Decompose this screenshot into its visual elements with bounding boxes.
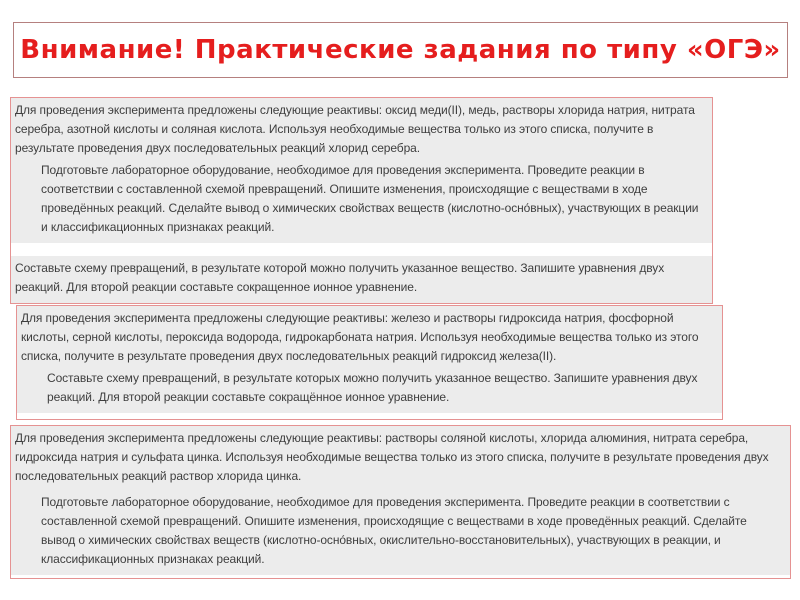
task-1-instructions-text: Подготовьте лабораторное оборудование, необходимое для проведения эксперимента. Проведите реакции в соответствии с составленной схемой превращений. Опишите изменения, происходящие с веществами в ходе проведённых реакций. Сделайте вывод о химических свойствах веществ (кислотно-осно́вных), участвующих в реакции и классификационных признаках реакций. — [41, 163, 699, 234]
task-block-3 — [10, 425, 791, 579]
task-2-scheme-text: Составьте схему превращений, в результате которых можно получить указанное вещество. Запишите уравнения двух реакций. Для второй реакции составьте сокращённое ионное уравнение. — [47, 371, 698, 404]
task-1-scheme-text: Составьте схему превращений, в результате которой можно получить указанное вещество. Запишите уравнения двух реакций. Для второй реакции составьте сокращенное ионное уравнение. — [15, 261, 665, 294]
task-1-scheme-section — [11, 256, 712, 303]
task-2-reagents-text: Для проведения эксперимента предложены следующие реактивы: железо и растворы гидроксида натрия, фосфорной кислоты, серной кислоты, пероксида водорода, гидрокарбоната натрия. Используя необходимые вещества только из этого списка, получите в результате проведения двух последовательных реакций гидроксид железа(II). — [21, 311, 699, 363]
task-3-reagents-text: Для проведения эксперимента предложены следующие реактивы: растворы соляной кислоты, хлорида алюминия, нитрата серебра, гидроксида натрия и сульфата цинка. Используя необходимые вещества только из этого списка, получите в результате проведения двух последовательных реакций раствор хлорида цинка. — [15, 431, 769, 483]
task-1-reagents-text: Для проведения эксперимента предложены следующие реактивы: оксид меди(II), медь, растворы хлорида натрия, нитрата серебра, азотной кислоты и соляная кислота. Используя необходимые вещества только из этого списка, получите в результате проведения двух последовательных реакций хлорид серебра. — [15, 103, 695, 155]
task-2-body — [17, 306, 722, 413]
task-3-instructions-text: Подготовьте лабораторное оборудование, необходимое для проведения эксперимента. Проведите реакции в соответствии с составленной схемой превращений. Опишите изменения, происходящие с веществами в ходе проведённых реакций. Сделайте вывод о химических свойствах веществ (кислотно-осно́вных, окислительно-восстановительных), участвующих в реакции, и классификационных признаках реакций. — [41, 495, 747, 566]
task-1-body — [11, 98, 712, 243]
slide-title: Внимание! Практические задания по типу «ОГЭ» — [20, 35, 781, 65]
paragraph-divider — [11, 243, 712, 256]
task-block-1 — [10, 97, 713, 304]
task-block-2 — [16, 305, 723, 420]
task-3-body — [11, 426, 790, 575]
title-box — [13, 22, 788, 78]
